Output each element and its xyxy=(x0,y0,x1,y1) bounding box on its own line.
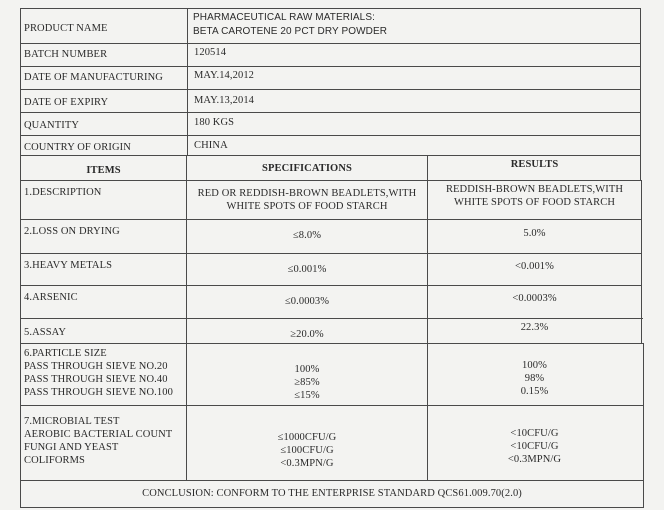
rule xyxy=(20,135,640,136)
info-label-product-name: PRODUCT NAME xyxy=(24,23,108,34)
test-result-heavy-metals: <0.001% xyxy=(515,261,554,272)
info-value-date-of-manufacturing: MAY.14,2012 xyxy=(194,70,255,81)
test-spec-loss-on-drying: ≤8.0% xyxy=(292,230,322,241)
rule xyxy=(21,405,643,406)
info-label-quantity: QUANTITY xyxy=(24,120,80,131)
rule xyxy=(21,480,644,481)
test-item-assay: 5.ASSAY xyxy=(24,327,67,338)
rule-right xyxy=(641,180,642,343)
test-item-particle-size: 6.PARTICLE SIZE PASS THROUGH SIEVE NO.20 PASS THROUGH SIEVE NO.40 PASS THROUGH SIEVE NO.100 xyxy=(24,348,173,398)
info-label-date-of-manufacturing: DATE OF MANUFACTURING xyxy=(24,72,163,83)
rule-left xyxy=(20,8,21,508)
rule xyxy=(21,318,643,319)
test-spec-assay: ≥20.0% xyxy=(290,329,324,340)
test-item-arsenic: 4.ARSENIC xyxy=(24,292,78,303)
rule xyxy=(20,43,640,44)
test-spec-heavy-metals: ≤0.001% xyxy=(287,264,327,275)
info-label-country-of-origin: COUNTRY OF ORIGIN xyxy=(24,142,131,153)
info-value-batch-number: 120514 xyxy=(194,47,227,58)
test-result-microbial-test: <10CFU/G <10CFU/G <0.3MPN/G xyxy=(507,428,562,465)
test-result-arsenic: <0.0003% xyxy=(512,293,557,304)
rule xyxy=(21,343,643,344)
rule xyxy=(20,219,641,220)
header-results: RESULTS xyxy=(510,159,559,170)
test-item-description: 1.DESCRIPTION xyxy=(24,187,102,198)
test-item-loss-on-drying: 2.LOSS ON DRYING xyxy=(24,226,120,237)
info-value-date-of-expiry: MAY.13,2014 xyxy=(194,95,255,106)
info-label-batch-number: BATCH NUMBER xyxy=(24,49,108,60)
test-spec-particle-size: 100% ≥85% ≤15% xyxy=(294,364,320,401)
rule xyxy=(20,155,640,156)
test-result-description: REDDISH-BROWN BEADLETS,WITH WHITE SPOTS OF FOOD STARCH xyxy=(445,184,624,208)
rule xyxy=(21,285,642,286)
test-spec-description: RED OR REDDISH-BROWN BEADLETS,WITH WHITE SPOTS OF FOOD STARCH xyxy=(197,188,417,212)
conclusion: CONCLUSION: CONFORM TO THE ENTERPRISE STANDARD QCS61.009.70(2.0) xyxy=(142,488,522,499)
info-label-date-of-expiry: DATE OF EXPIRY xyxy=(24,97,109,108)
info-value-country-of-origin: CHINA xyxy=(194,140,228,151)
header-items: ITEMS xyxy=(86,165,121,176)
info-value-product-name: PHARMACEUTICAL RAW MATERIALS: BETA CAROTENE 20 PCT DRY POWDER xyxy=(193,12,388,37)
rule-right xyxy=(640,8,641,180)
info-value-quantity: 180 KGS xyxy=(194,117,235,128)
rule-right xyxy=(643,343,644,508)
rule xyxy=(20,66,640,67)
rule-info-divider xyxy=(187,8,188,155)
rule xyxy=(20,89,640,90)
test-result-assay: 22.3% xyxy=(520,322,549,333)
test-item-microbial-test: 7.MICROBIAL TEST AEROBIC BACTERIAL COUNT FUNGI AND YEAST COLIFORMS xyxy=(24,416,173,466)
test-spec-arsenic: ≤0.0003% xyxy=(284,296,330,307)
rule-top xyxy=(20,8,640,9)
rule xyxy=(21,253,642,254)
header-specifications: SPECIFICATIONS xyxy=(262,163,352,174)
test-result-loss-on-drying: 5.0% xyxy=(523,228,546,239)
rule xyxy=(20,180,641,181)
rule-bottom xyxy=(21,507,644,508)
rule xyxy=(20,112,640,113)
test-item-heavy-metals: 3.HEAVY METALS xyxy=(24,260,113,271)
test-spec-microbial-test: ≤1000CFU/G ≤100CFU/G <0.3MPN/G xyxy=(277,432,337,469)
test-result-particle-size: 100% 98% 0.15% xyxy=(520,360,549,397)
